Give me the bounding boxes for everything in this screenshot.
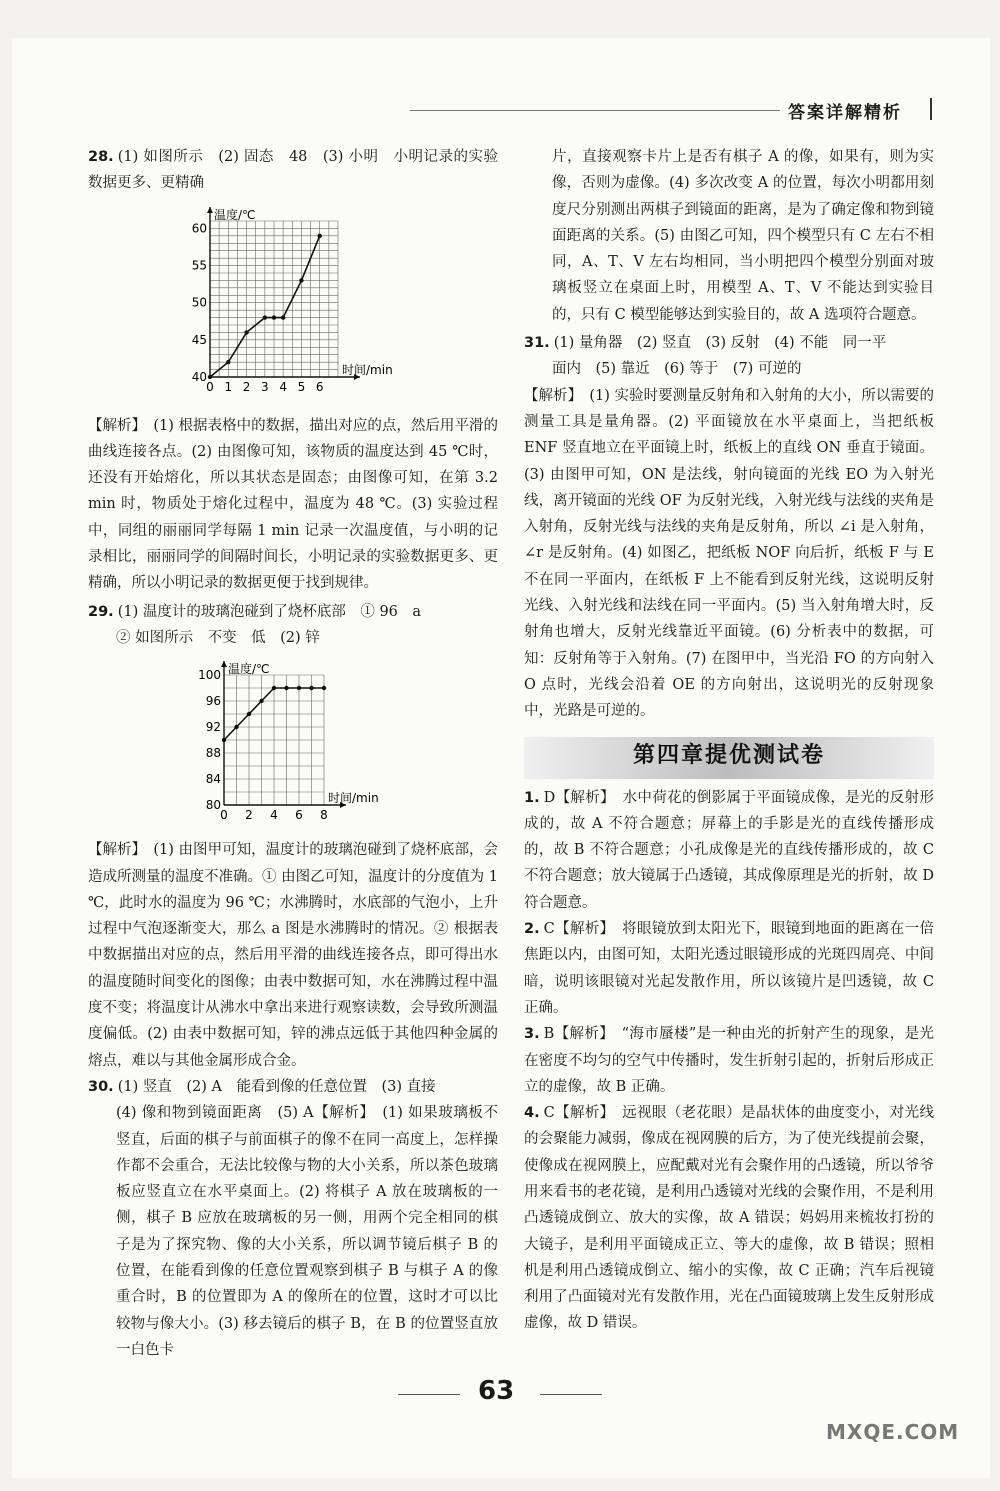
data-point [247,712,251,716]
y-tick-label: 96 [205,694,221,709]
question-number: 30. [88,1078,114,1095]
question-answer-line1: (1) 竖直 (2) A 能看到像的任意位置 (3) 直接 [117,1078,436,1095]
y-tick-label: 100 [198,668,221,683]
y-tick-label: 84 [205,772,221,787]
question-number: 29. [88,603,114,620]
y-axis-label: 温度/℃ [228,662,270,677]
y-tick-label: 45 [191,332,207,347]
data-point [322,686,326,690]
question-30-text: (4) 像和物到镜面距离 (5) A【解析】 (1) 如果玻璃板不竖直，后面的棋子与前面棋子的像不在同一高度上，怎样操作都不会重合，无法比较像与物的大小关系，所以茶色玻璃板应竖直立在水平桌面上。(2) 将棋子 A 放在玻璃板的一侧，棋子 B 应放在玻璃板的另一侧，用两个完全相同的棋子是为了探究物、像的大小关系，所以调节镜后棋子 B 的位置，在能看到像的任意位置观察到棋子 B 与棋子 A 的像重合时，B 的位置即为 A 的像所在的位置，这时才可以比较物与像大小。(3) 移去镜后的棋子 B，在 B 的位置竖直放一白色卡 [116,1105,498,1358]
data-point [263,315,267,319]
header-title: 答案详解精析 [788,103,902,123]
item-text: B【解析】 “海市蜃楼”是一种由光的折射产生的现象，是光在密度不均匀的空气中传播时，发生折射引起的，折射后形成正立的虚像，故 B 正确。 [524,1026,934,1095]
y-tick-label: 92 [205,720,221,735]
y-axis-label: 温度/℃ [214,207,256,222]
page-number: 63 [478,1376,515,1406]
item-number: 3. [524,1026,540,1043]
x-tick-label: 5 [297,379,306,394]
footer-rule-right [540,1394,602,1395]
right-column [524,144,934,1337]
boiling-chart-svg [188,655,388,835]
item-text: C【解析】 将眼镜放到太阳光下，眼镜到地面的距离在一倍焦距以内，由图可知，太阳光透过眼镜形成的光斑四周亮、中间暗，说明该眼镜对光起发散作用，所以该镜片是凹透镜，故 C 正确。 [524,921,934,1016]
x-tick-label: 1 [224,379,233,394]
question-30 [88,1074,498,1100]
x-axis-label: 时间/min [328,791,379,806]
data-point [297,686,301,690]
x-tick-label: 0 [206,379,214,394]
footer-rule-left [398,1394,460,1395]
chart-melting [176,201,498,411]
x-tick-label: 4 [270,808,278,823]
data-point [222,738,226,742]
data-point [226,360,230,364]
data-point [281,315,285,319]
question-answer-line1: (1) 量角器 (2) 竖直 (3) 反射 (4) 不能 同一平 [553,335,887,352]
y-axis-arrow [221,661,227,667]
question-29-line2: ② 如图所示 不变 低 (2) 锌 [116,629,320,646]
header-bar [930,98,932,120]
data-point [272,315,276,319]
item-number: 2. [524,921,540,938]
item-number: 1. [524,789,540,806]
data-point [259,699,263,703]
x-tick-label: 2 [245,808,253,823]
question-number: 28. [88,149,114,165]
y-axis-arrow [207,207,213,213]
question-31 [524,330,934,356]
data-point [234,725,238,729]
answer-item-2 [524,916,934,1021]
melting-chart-svg [176,201,393,411]
x-tick-label: 6 [295,808,303,823]
question-30-continued: 片，直接观察卡片上是否有棋子 A 的像，如果有，则为实像，否则为虚像。(4) 多次改变 A 的位置，每次小明都用刻度尺分别测出两棋子到镜面的距离，是为了确定像和物到镜面距离的关系。(5) 由图乙可知，四个模型只有 C 左右不相同，A、T、V 左右均相同，当小明把四个模型分别面对玻璃板竖立在桌面上时，用模型 A、T、V 不能达到实验目的，只有 C 模型能够达到实验目的，故 A 选项符合题意。 [552,149,934,323]
data-point [318,233,322,237]
question-29 [88,599,498,625]
y-tick-label: 80 [205,798,221,813]
data-point [208,374,212,378]
y-tick-label: 55 [191,258,207,273]
left-column [88,144,498,1363]
data-point [299,278,303,282]
item-text: D【解析】 水中荷花的倒影属于平面镜成像，是光的反射形成的，故 A 不符合题意；屏幕上的手影是光的直线传播形成的，故 B 不符合题意；小孔成像是光的直线传播形成的，故 C 不符合题意；放大镜属于凸透镜，其成像原理是光的折射，故 D 符合题意。 [524,789,934,911]
x-tick-label: 3 [261,379,269,394]
question-answer: (1) 如图所示 (2) 固态 48 (3) 小明 小明记录的实验数据更多、更精确 [88,149,498,192]
item-number: 4. [524,1105,540,1122]
analysis-28: 【解析】 (1) 根据表格中的数据，描出对应的点，然后用平滑的曲线连接各点。(2) 由图像可知，该物质的温度达到 45 ℃时，还没有开始熔化，所以其状态是固态；由图像可知，在第 3.2 min 时，物质处于熔化过程中，温度为 48 ℃。(3) 实验过程中，同组的丽丽同学每隔 1 min 记录一次温度值，与小明的记录相比，丽丽同学的间隔时间长，小明记录的实验数据更多、更精确，所以小明记录的数据更便于找到规律。 [88,417,498,592]
header-rule [410,110,780,111]
question-number: 31. [524,335,550,352]
question-answer-line1: (1) 温度计的玻璃泡碰到了烧杯底部 ① 96 a [117,603,422,620]
watermark: MXQE.COM [826,1420,960,1444]
answer-item-3 [524,1021,934,1100]
x-tick-label: 4 [279,379,287,394]
y-tick-label: 40 [191,369,207,384]
section-title-text: 第四章提优测试卷 [632,742,825,768]
question-31-line2: 面内 (5) 靠近 (6) 等于 (7) 可逆的 [552,361,802,378]
data-point [309,686,313,690]
x-tick-label: 8 [320,808,328,823]
analysis-29: 【解析】 (1) 由图甲可知，温度计的玻璃泡碰到了烧杯底部，会造成所测量的温度不准确。① 由图乙可知，温度计的分度值为 1 ℃，此时水的温度为 96 ℃；水沸腾时，水底部的气泡小，上升过程中气泡逐渐变大，那么 a 图是水沸腾时的情况。② 根据表中数据描出对应的点，然后用平滑的曲线连接各点，即可得出水的温度随时间变化的图像；由表中数据可知，水在沸腾过程中温度不变；将温度计从沸水中拿出来进行观察读数，会导致所测温度偏低。(2) 由表中数据可知，锌的沸点远低于其他四种金属的熔点，难以与其他金属形成合金。 [88,842,498,1069]
answer-item-1 [524,785,934,916]
x-axis-label: 时间/min [342,362,393,377]
data-point [272,686,276,690]
answer-item-4 [524,1100,934,1337]
y-tick-label: 50 [191,295,207,310]
data-point [244,330,248,334]
y-tick-label: 60 [191,221,207,236]
y-tick-label: 88 [205,746,221,761]
question-28 [88,144,498,197]
item-text: C【解析】 远视眼（老花眼）是晶状体的曲度变小，对光线的会聚能力减弱，像成在视网膜的后方，为了使光线提前会聚，使像成在视网膜上，应配戴对光有会聚作用的凸透镜，所以爷爷用来看书的老花镜，是利用凸透镜对光线的会聚作用，不是利用凸透镜成倒立、放大的实像，故 A 错误；妈妈用来梳妆打扮的大镜子，是利用平面镜成正立、等大的虚像，故 B 错误；照相机是利用凸透镜成倒立、缩小的实像，故 C 正确；汽车后视镜利用了凸面镜对光有发散作用，光在凸面镜玻璃上发生反射形成虚像，故 D 错误。 [524,1105,934,1332]
x-tick-label: 6 [315,379,324,394]
data-point [284,686,288,690]
section-title [524,737,934,779]
x-tick-label: 2 [242,379,251,394]
analysis-31: 【解析】 (1) 实验时要测量反射角和入射角的大小，所以需要的测量工具是量角器。(2) 平面镜放在水平桌面上，当把纸板 ENF 竖直地立在平面镜上时，纸板上的直线 ON 垂直于镜面。(3) 由图甲可知，ON 是法线，射向镜面的光线 EO 为入射光线，离开镜面的光线 OF 为反射光线，入射光线与法线的夹角是入射角，反射光线与法线的夹角是反射角，所以 ∠i 是入射角，∠r 是反射角。(4) 如图乙，把纸板 NOF 向后折，纸板 F 与 E 不在同一平面内，在纸板 F 上不能看到反射光线，这说明反射光线、入射光线和法线在同一平面内。(5) 当入射角增大时，反射角也增大，反射光线靠近平面镜。(6) 分析表中的数据，可知：反射角等于入射角。(7) 在图甲中，当光沿 FO 的方向射入 O 点时，光线会沿着 OE 的方向射出，这说明光的反射现象中，光路是可逆的。 [524,387,934,720]
chart-boiling [188,655,498,835]
x-tick-label: 0 [220,808,228,823]
